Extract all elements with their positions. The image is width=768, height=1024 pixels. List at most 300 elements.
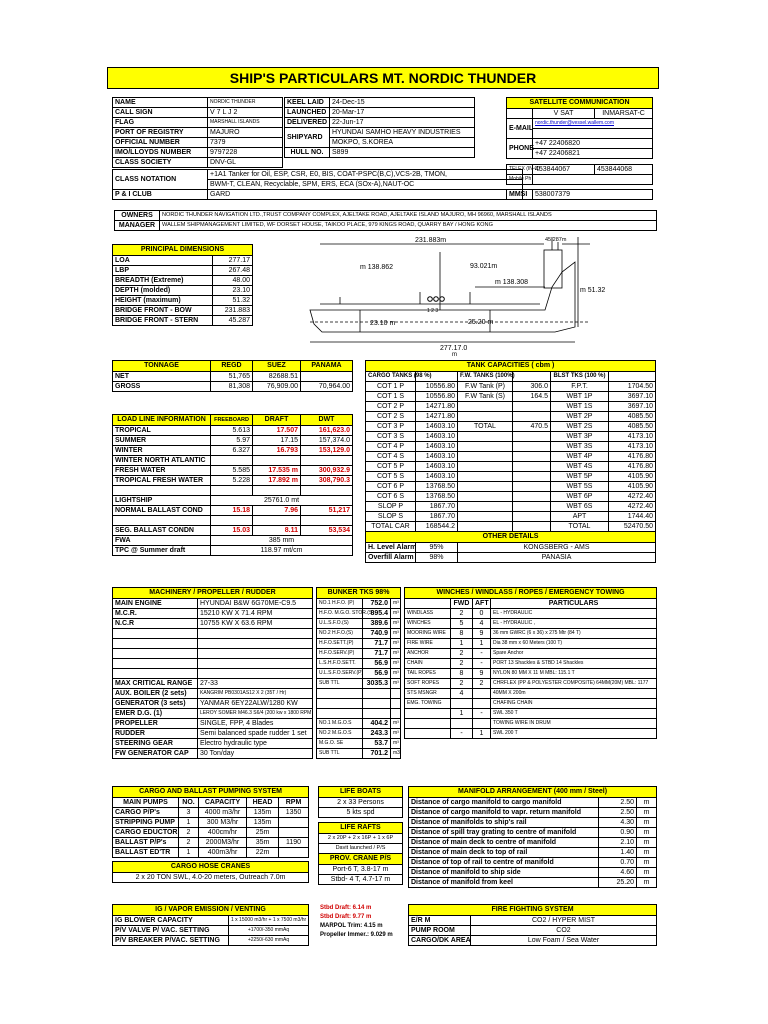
winch-aft: 9 [473, 669, 491, 679]
prov-crane-port: Port-6 T, 3.8-17 m [319, 865, 403, 875]
dimension-label: LOA [113, 256, 213, 266]
bunker-capacity: 243.3 [363, 729, 391, 739]
tank-name [458, 492, 513, 502]
tank-capacity: 4085.50 [609, 422, 656, 432]
loadline-label: WINTER [113, 446, 211, 456]
bunker-tank-name: SUB TTL [317, 679, 363, 689]
machinery-label: PROPELLER [113, 719, 198, 729]
ident-value: NORDIC THUNDER [208, 98, 283, 108]
winch-aft: - [473, 709, 491, 719]
winch-item: SOFT ROPES [405, 679, 451, 689]
pump-name: STRIPPING PUMP [113, 818, 179, 828]
winch-fwd: - [451, 729, 473, 739]
bunker-tank-name: U.L.S.F.O.(S) [317, 619, 363, 629]
tank-name: COT 5 S [366, 472, 416, 482]
loadline-value: 16.793 [253, 446, 301, 456]
manifold-distance: 4.60 [599, 868, 637, 878]
winch-fwd: 1 [451, 639, 473, 649]
winch-particulars: Dia 38 mm x 60 Meters (100 T) [491, 639, 657, 649]
loadline-col-header: DRAFT [253, 415, 301, 426]
machinery-label: MAX CRITICAL RANGE [113, 679, 198, 689]
bunker-unit: m³ [391, 609, 401, 619]
email-label: E-MAIL [507, 119, 533, 139]
bunker-tank-name: H.F.O.SETT.(P) [317, 639, 363, 649]
pump-value: 25m [247, 828, 279, 838]
winch-aft: 1 [473, 729, 491, 739]
winch-particulars: 36 mm GWRC (6 x 36) x 275 Mtr (84 T) [491, 629, 657, 639]
tank-name: WBT 4P [551, 452, 609, 462]
prov-crane-stbd: Stbd- 4 T, 4.7-17 m [319, 875, 403, 885]
bunker-capacity [363, 699, 391, 709]
tank-capacity [513, 432, 551, 442]
tank-name: COT 2 S [366, 412, 416, 422]
dimension-label: DEPTH (molded) [113, 286, 213, 296]
pi-club-value: GARD [208, 190, 523, 200]
winch-fwd: 2 [451, 649, 473, 659]
keel-value: 24-Dec-15 [330, 98, 475, 108]
hose-cranes-value: 2 x 20 TON SWL, 4.0-20 meters, Outreach 7.0m [113, 873, 309, 883]
lifeboats-speed: 5 kts spd [319, 808, 403, 818]
bunker-capacity: 71.7 [363, 649, 391, 659]
winch-aft: 9 [473, 629, 491, 639]
winch-particulars: PORT 13 Shackles & STBD 14 Shackles [491, 659, 657, 669]
pump-name: BALLAST ED'TR [113, 848, 179, 858]
tank-name: APT [551, 512, 609, 522]
tank-capacity: 306.0 [513, 382, 551, 392]
winch-fwd [451, 699, 473, 709]
tank-capacity: 14603.10 [416, 452, 458, 462]
fire-system: CO2 [471, 926, 657, 936]
tank-name: F.W Tank (S) [458, 392, 513, 402]
manifold-unit: m [637, 848, 657, 858]
tank-name: SLOP P [366, 502, 416, 512]
inmarsat-label: INMARSAT-C [595, 109, 653, 119]
pump-value: 135m [247, 808, 279, 818]
loadline-col-header: LOAD LINE INFORMATION [113, 415, 211, 426]
loadline-value: 17.535 m [253, 466, 301, 476]
bunker-capacity: 404.2 [363, 719, 391, 729]
shipyard-line2: MOKPO, S.KOREA [330, 138, 475, 148]
dimension-value: 267.48 [213, 266, 253, 276]
tank-col-header [609, 372, 656, 382]
tank-capacity: 14603.10 [416, 462, 458, 472]
dimension-label: BRIDGE FRONT - BOW [113, 306, 213, 316]
delivered-label: DELIVERED [285, 118, 330, 128]
tank-capacity: 13768.50 [416, 482, 458, 492]
winch-particulars: 40MM X 200m [491, 689, 657, 699]
winch-item [405, 709, 451, 719]
winch-particulars: Spare Anchor [491, 649, 657, 659]
manifold-header: MANIFOLD ARRANGEMENT (400 mm / Steel) [409, 787, 657, 798]
winch-item: MOORING WIRE [405, 629, 451, 639]
pump-value: 1350 [279, 808, 309, 818]
tonnage-table [112, 360, 353, 392]
manifold-distance: 4.30 [599, 818, 637, 828]
bunker-capacity: 56.9 [363, 669, 391, 679]
other-details-header: OTHER DETAILS [366, 532, 656, 543]
winch-particulars: TOWING WIRE IN DRUM [491, 719, 657, 729]
class-notation-line1: +1A1 Tanker for Oil, ESP, CSR, E0, BIS, COAT-PSPC(B,C),VCS-2B, TMON, [208, 170, 523, 180]
tank-capacity [513, 402, 551, 412]
tank-capacity [513, 502, 551, 512]
tank-capacity: 1867.70 [416, 502, 458, 512]
loadline-value: 5.613 [211, 426, 253, 436]
manifold-description: Distance of manifolds to ship's rail [409, 818, 599, 828]
tank-col-header [513, 372, 551, 382]
hull-label: HULL NO. [285, 148, 330, 158]
mmsi-value: 538007379 [533, 190, 653, 200]
bunker-unit: m³ [391, 619, 401, 629]
loadline-value [301, 516, 353, 526]
fire-area: CARGO/DK AREA [409, 936, 471, 946]
pump-name: CARGO P/P's [113, 808, 179, 818]
dimension-value: 231.883 [213, 306, 253, 316]
fire-area: PUMP ROOM [409, 926, 471, 936]
bunker-capacity: 3035.3 [363, 679, 391, 689]
loadline-value [253, 456, 301, 466]
manifold-distance: 2.10 [599, 838, 637, 848]
mobile-value [533, 175, 653, 185]
tank-name: TOTAL [551, 522, 609, 532]
winch-aft: 0 [473, 609, 491, 619]
delivered-value: 22-Jun-17 [330, 118, 475, 128]
loadline-value: 25761.0 mt [211, 496, 353, 506]
tank-capacity: 14603.10 [416, 472, 458, 482]
pump-value [279, 828, 309, 838]
winch-item: STS MSNGR [405, 689, 451, 699]
tank-name: COT 4 S [366, 452, 416, 462]
machinery-label [113, 659, 198, 669]
dimension-label: BREADTH (Extreme) [113, 276, 213, 286]
machinery-value: HYUNDAI B&W 6G70ME-C9.5 [198, 599, 313, 609]
tank-name: COT 1 S [366, 392, 416, 402]
bunker-tank-name: NO.2 M.G.O.S [317, 729, 363, 739]
tank-capacity: 4176.80 [609, 462, 656, 472]
ident-value: MARSHALL ISLANDS [208, 118, 283, 128]
machinery-label [113, 639, 198, 649]
tonnage-col-header: REGD [211, 361, 253, 372]
bunker-unit: m³ [391, 669, 401, 679]
machinery-value: Semi balanced spade rudder 1 set [198, 729, 313, 739]
winch-aft: 4 [473, 619, 491, 629]
tank-capacity: 52470.50 [609, 522, 656, 532]
pi-club-label: P & I CLUB [113, 190, 208, 200]
pump-value: 2000M3/hr [199, 838, 247, 848]
tank-name [458, 452, 513, 462]
loadline-value [301, 486, 353, 496]
bunker-capacity [363, 689, 391, 699]
tank-name: WBT 1S [551, 402, 609, 412]
machinery-value: Electro hydraulic type [198, 739, 313, 749]
ig-label: P/V BREAKER P/VAC. SETTING [113, 936, 229, 946]
winch-item: WINDLASS [405, 609, 451, 619]
dim-manifold-keel: 25.20 m [468, 319, 494, 326]
ident-label: CALL SIGN [113, 108, 208, 118]
dim-bridge-stern: 45.287m [545, 237, 567, 243]
tank-capacity [513, 472, 551, 482]
ident-value: 7379 [208, 138, 283, 148]
bunker-unit [391, 699, 401, 709]
bunker-unit: m³ [391, 659, 401, 669]
manifold-description: Distance of top of rail to centre of manifold [409, 858, 599, 868]
tank-capacity: 3697.10 [609, 402, 656, 412]
bunker-tank-name [317, 699, 363, 709]
winch-aft: 2 [473, 679, 491, 689]
bunker-capacity: 56.9 [363, 659, 391, 669]
winch-particulars: CHRFLEX (PP & POLYESTER COMPOSITE) 64MM(20M) MBL: 1177 [491, 679, 657, 689]
loadline-value: 51,217 [301, 506, 353, 516]
ig-vapor-header: IG / VAPOR EMISSION / VENTING [113, 905, 309, 916]
liferafts-header: LIFE RAFTS [319, 823, 403, 834]
winch-item: WINCHES [405, 619, 451, 629]
bunker-unit [391, 689, 401, 699]
ship-identification-table [112, 97, 283, 168]
tank-col-header: BLST TKS (100 %) [551, 372, 609, 382]
page-title: SHIP'S PARTICULARS MT. NORDIC THUNDER [107, 67, 659, 89]
machinery-label: GENERATOR (3 sets) [113, 699, 198, 709]
hull-value: S899 [330, 148, 475, 158]
tank-capacity: 14603.10 [416, 432, 458, 442]
pump-value: 2 [179, 828, 199, 838]
manifold-description: Distance of main deck to centre of manifold [409, 838, 599, 848]
bunker-tank-name: H.F.O. M.G.O. STOR.(S) [317, 609, 363, 619]
tank-name [458, 512, 513, 522]
pumping-header: CARGO AND BALLAST PUMPING SYSTEM [113, 787, 309, 798]
tank-name [458, 412, 513, 422]
owners-label: OWNERS [115, 211, 160, 221]
pump-value: 300 M3/hr [199, 818, 247, 828]
winch-col-header: AFT [473, 599, 491, 609]
tank-capacity: 168544.2 [416, 522, 458, 532]
alarm-value: 98% [416, 553, 458, 563]
winch-particulars: NYLON 80 MM X 11 M MBL: 115.1 T [491, 669, 657, 679]
tank-capacity: 164.5 [513, 392, 551, 402]
machinery-value [198, 659, 313, 669]
bunker-tank-name: NO.2 H.F.O.(S) [317, 629, 363, 639]
machinery-label: M.C.R. [113, 609, 198, 619]
tonnage-col-header: PANAMA [301, 361, 353, 372]
bunker-tank-name: L.S.H.F.O.SETT. [317, 659, 363, 669]
loadline-col-header: DWT [301, 415, 353, 426]
tank-capacity: 10556.80 [416, 392, 458, 402]
liferafts-capacity: 2 x 20P + 2 x 16P + 1 x 6P [319, 834, 403, 844]
email-link[interactable]: nordic.thunder@vessel.wallem.com [533, 119, 653, 129]
winch-fwd: 4 [451, 689, 473, 699]
loadline-label [113, 486, 211, 496]
fire-fighting-table [408, 904, 657, 946]
winch-particulars: EL - HYDRAULIC , [491, 619, 657, 629]
pump-value: 400cm/hr [199, 828, 247, 838]
machinery-label [113, 649, 198, 659]
shipyard-label: SHIPYARD [285, 128, 330, 148]
machinery-value: 15210 KW X 71.4 RPM [198, 609, 313, 619]
tonnage-value: 81,308 [211, 382, 253, 392]
manifold-numbers: 1 2 3 [427, 308, 439, 314]
tank-capacity: 4173.10 [609, 442, 656, 452]
tank-name: WBT 6P [551, 492, 609, 502]
winch-fwd: 5 [451, 619, 473, 629]
ident-label: CLASS SOCIETY [113, 158, 208, 168]
fire-area: E/R M [409, 916, 471, 926]
tank-name: COT 5 P [366, 462, 416, 472]
draft-note: Stbd Draft: 6.14 m [320, 905, 372, 911]
machinery-label: MAIN ENGINE [113, 599, 198, 609]
ig-label: P/V VALVE P/ VAC. SETTING [113, 926, 229, 936]
ig-label: IG BLOWER CAPACITY [113, 916, 229, 926]
loadline-value [211, 486, 253, 496]
tank-capacity [513, 482, 551, 492]
tonnage-label: NET [113, 372, 211, 382]
loadline-value: 6.327 [211, 446, 253, 456]
dim-depth: 23.10 m [370, 320, 396, 327]
dimension-label: LBP [113, 266, 213, 276]
phone-1: +47 22406820 [533, 139, 653, 149]
pump-name: CARGO EDUCTOR [113, 828, 179, 838]
machinery-value: 30 Ton/day [198, 749, 313, 759]
tank-name: WBT 5P [551, 472, 609, 482]
loadline-value: 5.228 [211, 476, 253, 486]
tank-name: COT 3 S [366, 432, 416, 442]
bunker-table [316, 587, 401, 759]
tank-name: WBT 2S [551, 422, 609, 432]
ident-value: DNV-GL [208, 158, 283, 168]
bunker-tank-name: M.G.O. SE [317, 739, 363, 749]
winch-item [405, 719, 451, 729]
principal-dimensions-header: PRINCIPAL DIMENSIONS [113, 245, 253, 256]
ident-value: V 7 L J 2 [208, 108, 283, 118]
winch-item: ANCHOR [405, 649, 451, 659]
tank-name [458, 502, 513, 512]
draft-note: Stbd Draft: 9.77 m [320, 914, 372, 920]
loadline-value: 7.96 [253, 506, 301, 516]
tonnage-value: 51,765 [211, 372, 253, 382]
tank-name: F.P.T. [551, 382, 609, 392]
tank-capacity: 10556.80 [416, 382, 458, 392]
machinery-table [112, 587, 313, 759]
tank-capacity [513, 492, 551, 502]
tank-name: COT 6 P [366, 482, 416, 492]
dimension-value: 277.17 [213, 256, 253, 266]
loadline-label: TPC @ Summer draft [113, 546, 211, 556]
tank-capacity: 14271.80 [416, 412, 458, 422]
draft-note: Propeller Immer.: 9.029 m [320, 932, 393, 938]
manifold-description: Distance of cargo manifold to vapr. return manifold [409, 808, 599, 818]
phone-2: +47 22406821 [533, 149, 653, 159]
tank-name: SLOP S [366, 512, 416, 522]
tonnage-value: 76,909.00 [253, 382, 301, 392]
manifold-distance: 1.40 [599, 848, 637, 858]
pump-col-header: CAPACITY [199, 798, 247, 808]
winch-col-header [405, 599, 451, 609]
alarm-value: 95% [416, 543, 458, 553]
manifold-unit: m [637, 818, 657, 828]
bunker-unit: m³ [391, 679, 401, 689]
pump-value: 4000 m3/hr [199, 808, 247, 818]
bunker-tank-name [317, 689, 363, 699]
lifeboats-header: LIFE BOATS [319, 787, 403, 798]
bunker-header: BUNKER TKS 98% [317, 588, 401, 599]
dimension-value: 48.00 [213, 276, 253, 286]
tank-capacity: 4272.40 [609, 502, 656, 512]
tonnage-value: 70,964.00 [301, 382, 353, 392]
manifold-description: Distance of cargo manifold to cargo manifold [409, 798, 599, 808]
tank-capacities-table [365, 360, 656, 563]
machinery-label: N.C.R [113, 619, 198, 629]
manifold-distance: 25.20 [599, 878, 637, 888]
winches-table [404, 587, 657, 739]
tank-name: F.W Tank (P) [458, 382, 513, 392]
vsat-label: V SAT [533, 109, 595, 119]
bunker-unit: m³ [391, 649, 401, 659]
manifold-distance: 2.50 [599, 808, 637, 818]
tank-name [458, 472, 513, 482]
manifold-unit: m [637, 808, 657, 818]
tank-capacity: 1744.40 [609, 512, 656, 522]
manifold-unit: m [637, 828, 657, 838]
bunker-capacity: 752.0 [363, 599, 391, 609]
loadline-value: 161,623.0 [301, 426, 353, 436]
bunker-capacity: 740.9 [363, 629, 391, 639]
tonnage-col-header: TONNAGE [113, 361, 211, 372]
ship-profile-diagram [300, 232, 606, 358]
manager-label: MANAGER [115, 221, 160, 231]
winch-col-header: PARTICULARS [491, 599, 657, 609]
loadline-value [301, 456, 353, 466]
satcom-table [506, 97, 653, 200]
tank-name: WBT 4S [551, 462, 609, 472]
alarm-maker: PANASIA [458, 553, 656, 563]
winch-aft [473, 719, 491, 729]
loadline-label: SUMMER [113, 436, 211, 446]
manifold-unit: m [637, 858, 657, 868]
winch-fwd: 2 [451, 659, 473, 669]
loadline-label: TROPICAL FRESH WATER [113, 476, 211, 486]
prov-crane-header: PROV. CRANE P/S [319, 854, 403, 865]
class-notation-line2: BWM-T, CLEAN, Recyclable, SPM, ERS, ECA (SOx-A),NAUT-OC [208, 180, 523, 190]
tank-capacity: 4105.90 [609, 482, 656, 492]
pump-value: 1 [179, 818, 199, 828]
bunker-unit: m³ [391, 629, 401, 639]
loadline-col-header: FREEBOARD [211, 415, 253, 426]
bunker-tank-name: NO.1 H.F.O. (P) [317, 599, 363, 609]
ident-label: IMO/LLOYDS NUMBER [113, 148, 208, 158]
winch-particulars: SWL 350 T [491, 709, 657, 719]
tank-capacity: 14603.10 [416, 422, 458, 432]
tank-name: WBT 3S [551, 442, 609, 452]
machinery-label: EMER D.G. (1) [113, 709, 198, 719]
tank-capacity [513, 522, 551, 532]
tank-name: WBT 6S [551, 502, 609, 512]
loadline-label: TROPICAL [113, 426, 211, 436]
tank-name: WBT 2P [551, 412, 609, 422]
winch-item: EMG. TOWING [405, 699, 451, 709]
tonnage-label: GROSS [113, 382, 211, 392]
winch-fwd: 2 [451, 609, 473, 619]
ig-value: +1700/-350 mmAq [229, 926, 309, 936]
loadline-value: 8.11 [253, 526, 301, 536]
lifeboats-persons: 2 x 33 Persons [319, 798, 403, 808]
manifold-unit: m [637, 868, 657, 878]
tank-capacity: 1704.50 [609, 382, 656, 392]
machinery-value [198, 669, 313, 679]
tank-capacity: 13768.50 [416, 492, 458, 502]
liferafts-launch: Davit launched / P/S [319, 844, 403, 854]
machinery-value: KANGRIM PB0301AS12 X 2 (35T / Hr) [198, 689, 313, 699]
bunker-tank-name [317, 709, 363, 719]
dimension-value: 51.32 [213, 296, 253, 306]
ident-label: NAME [113, 98, 208, 108]
pump-value: 2 [179, 838, 199, 848]
